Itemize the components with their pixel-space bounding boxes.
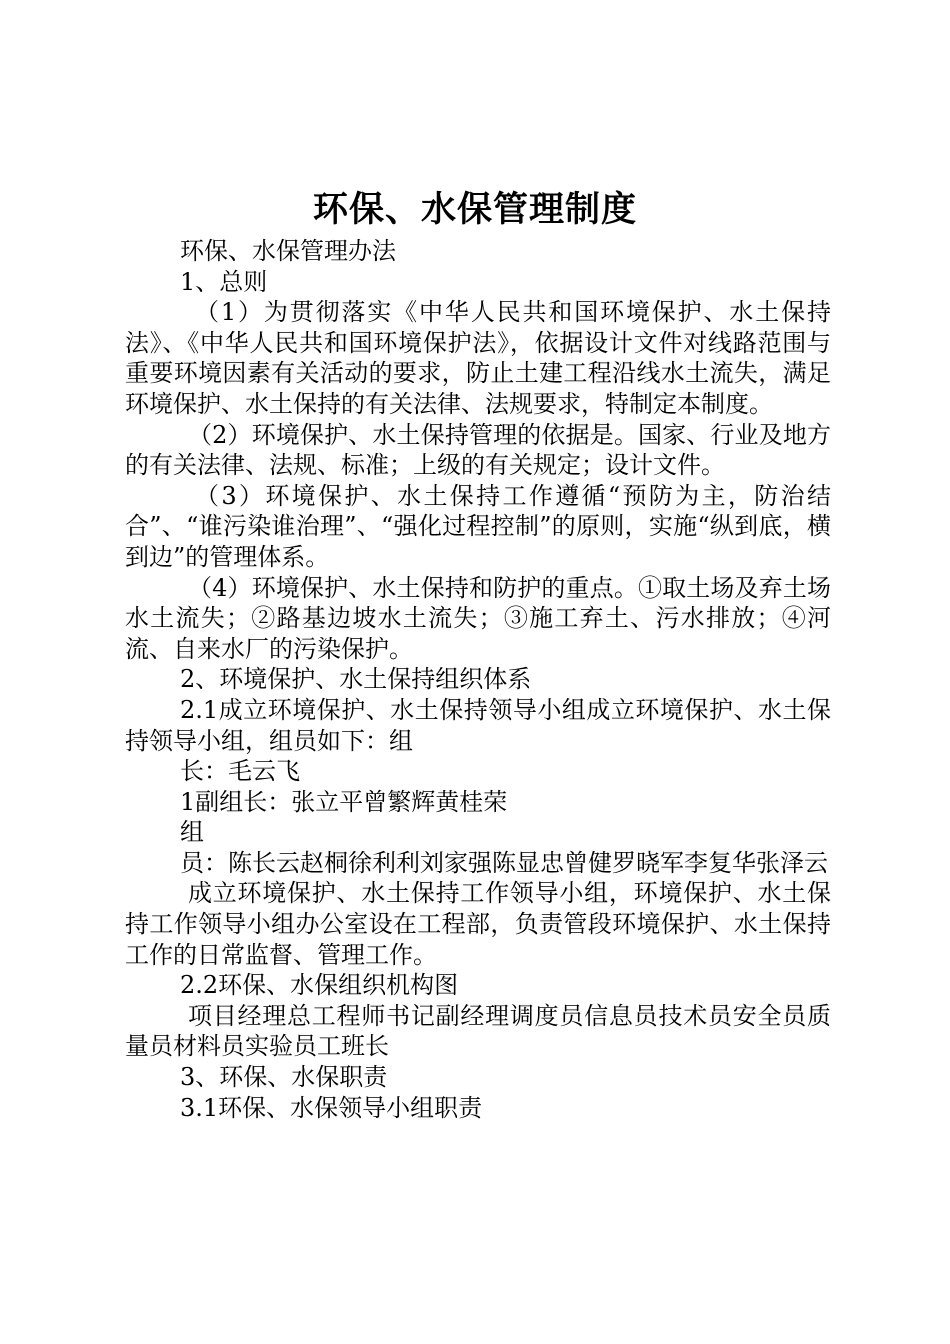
paragraph-deputy-leaders: 1副组长：张立平曾繁辉黄桂荣 <box>180 787 508 816</box>
section-heading-general: 1、总则 <box>180 267 268 296</box>
document-body <box>125 236 831 1123</box>
paragraph-members-label: 组 <box>180 818 204 847</box>
paragraph-general-3: （3）环境保护、水土保持工作遵循“预防为主，防治结合”、“谁污染谁治理”、“强化过程控制”的原则，实施“纵到底，横到边”的管理体系。 <box>125 481 831 571</box>
paragraph-general-4: （4）环境保护、水土保持和防护的重点。①取土场及弃土场水土流失；②路基边坡水土流失；③施工弃土、污水排放；④河流、自来水厂的污染保护。 <box>125 573 831 663</box>
paragraph-general-2: （2）环境保护、水土保持管理的依据是。国家、行业及地方的有关法律、法规、标准；上级的有关规定；设计文件。 <box>125 420 831 480</box>
section-heading-organization: 2、环境保护、水土保持组织体系 <box>180 665 532 694</box>
paragraph-group-leader: 长：毛云飞 <box>180 757 300 786</box>
document-title: 环保、水保管理制度 <box>312 190 637 230</box>
section-heading-group-duties: 3.1环保、水保领导小组职责 <box>180 1093 483 1122</box>
paragraph-org-chart-roles: 项目经理总工程师书记副经理调度员信息员技术员安全员质量员材料员实验员工班长 <box>125 1001 831 1061</box>
paragraph-leading-group: 2.1成立环境保护、水土保持领导小组成立环境保护、水土保持领导小组，组员如下：组 <box>125 695 831 755</box>
paragraph-work-group: 成立环境保护、水土保持工作领导小组，环境保护、水土保持工作领导小组办公室设在工程部，负责管段环境保护、水土保持工作的日常监督、管理工作。 <box>125 879 831 969</box>
paragraph-members: 员：陈长云赵桐徐利利刘家强陈显忠曾健罗晓军李复华张泽云 <box>180 848 828 877</box>
section-heading-duties: 3、环保、水保职责 <box>180 1063 388 1092</box>
paragraph-general-1: （1）为贯彻落实《中华人民共和国环境保护、水土保持法》、《中华人民共和国环境保护法》，依据设计文件对线路范围与重要环境因素有关活动的要求，防止土建工程沿线水土流失，满足环境保护、水土保持的有关法律、法规要求，特制定本制度。 <box>125 298 831 418</box>
paragraph-subtitle: 环保、水保管理办法 <box>180 237 396 265</box>
section-heading-org-chart: 2.2环保、水保组织机构图 <box>180 971 459 1000</box>
